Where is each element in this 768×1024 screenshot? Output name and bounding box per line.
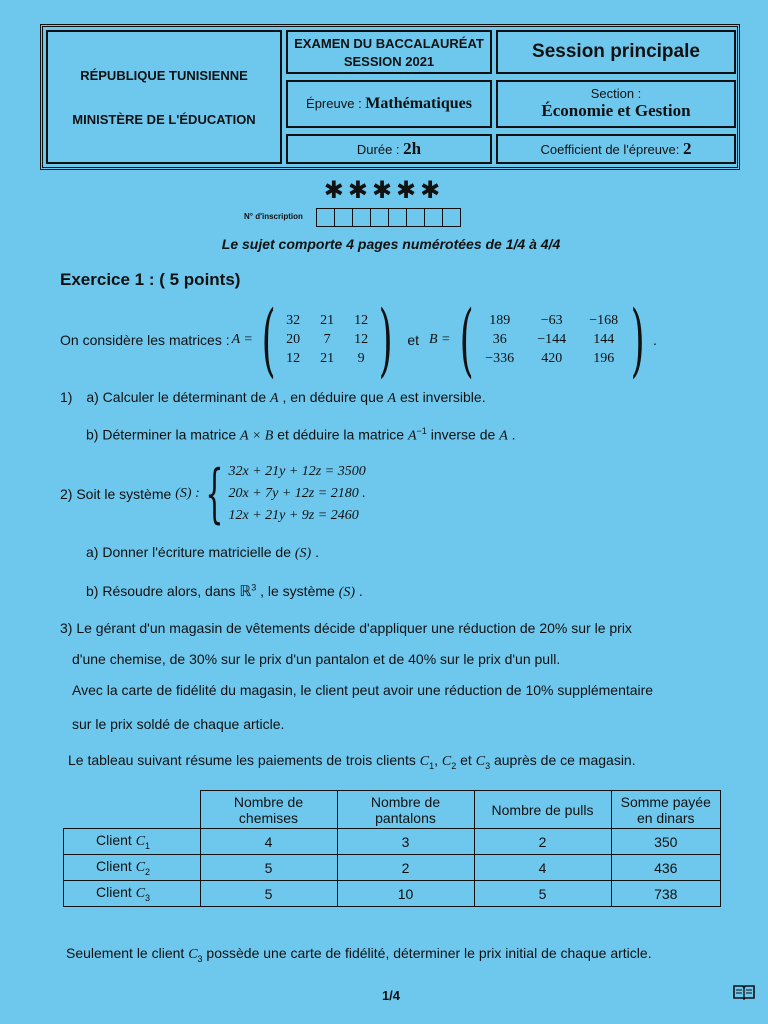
inscription-box[interactable] (353, 209, 371, 226)
matrix-entry: 7 (323, 332, 331, 347)
table-cell: 5 (474, 881, 611, 907)
table-header: Nombre de pulls (474, 791, 611, 829)
row-label (64, 881, 201, 907)
q1a-text: , en déduire que (278, 389, 388, 405)
session-cell: Session principale (496, 30, 736, 74)
matrix-b-label: B = (429, 332, 451, 347)
table-row (64, 829, 721, 855)
left-paren-icon: ( (261, 293, 276, 386)
matrix-a-grid (284, 313, 370, 367)
matrix-entry: −336 (485, 351, 515, 366)
dimension-exponent: 3 (251, 582, 257, 593)
system-s-label: (S) : (175, 486, 200, 501)
table-cell: 5 (200, 881, 337, 907)
matrices-end: . (652, 332, 657, 348)
system-equations (228, 461, 365, 527)
q1a-text: a) Calculer le déterminant de (86, 389, 270, 405)
q3-text: auprès de ce magasin. (490, 752, 636, 768)
matrices-et: et (407, 332, 419, 348)
table-cell: 3 (337, 829, 474, 855)
q2a-text: . (311, 544, 319, 560)
session-year: SESSION 2021 (343, 54, 435, 69)
q2b-text: , le système (256, 583, 339, 599)
matrix-a-label: A = (231, 332, 253, 347)
final-text: Seulement le client (66, 945, 189, 961)
equation-3: 12x + 21y + 9z = 2460 (228, 508, 359, 523)
client-symbol: C (441, 754, 452, 769)
client-index: 1 (145, 840, 151, 851)
table-cell: 5 (200, 855, 337, 881)
matrices-intro: On considère les matrices : (60, 332, 230, 348)
table-cell: 10 (337, 881, 474, 907)
right-paren-icon: ) (630, 293, 645, 386)
table-cell: 2 (474, 829, 611, 855)
question-2-system (60, 457, 366, 531)
q2b-text: b) Résoudre alors, dans (86, 583, 240, 599)
coefficient-value: 2 (682, 139, 692, 158)
matrix-entry: −168 (589, 313, 619, 328)
q3-text: Le tableau suivant résume les paiements de trois clients (68, 752, 420, 768)
matrix-entry: 189 (489, 313, 511, 328)
duree-value: 2h (403, 139, 422, 158)
q1b-text: et déduire la matrice (273, 426, 408, 443)
matrix-b-grid (482, 313, 622, 367)
epreuve-cell (286, 80, 492, 128)
table-cell: 2 (337, 855, 474, 881)
matrix-entry: 12 (354, 313, 369, 328)
question-number: 1) (60, 389, 73, 405)
inverse-exponent: −1 (416, 426, 427, 436)
page-number: 1/4 (381, 988, 401, 1003)
q1b-text: inverse de (426, 426, 500, 443)
left-brace-icon: { (204, 457, 224, 531)
separator-stars: ✱✱✱✱✱ (323, 177, 445, 204)
matrix-entry: 196 (593, 351, 615, 366)
system-s-ref: (S) (294, 546, 312, 561)
client-symbol: C (135, 834, 146, 850)
q1a-text: est inversible. (396, 389, 486, 405)
section-value: Économie et Gestion (541, 101, 691, 120)
header-left-box (46, 30, 282, 164)
client-index: 3 (145, 892, 151, 903)
table-header-row (64, 791, 721, 829)
table-row (64, 855, 721, 881)
inscription-box[interactable] (443, 209, 460, 226)
q3-text: , (434, 752, 442, 768)
client-index: 3 (197, 953, 203, 964)
matrix-entry: 21 (320, 313, 335, 328)
table-header: Nombre de pantalons (337, 791, 474, 829)
var-a: A (499, 428, 508, 444)
inscription-box[interactable] (317, 209, 335, 226)
client-symbol: C (135, 886, 146, 902)
right-paren-icon: ) (378, 293, 393, 386)
client-label: Client (96, 858, 136, 875)
client-index: 3 (485, 760, 491, 771)
coefficient-cell (496, 134, 736, 164)
payments-table (63, 790, 721, 907)
matrix-entry: 21 (320, 351, 335, 366)
question-2b (86, 582, 363, 601)
table-cell: 738 (611, 881, 721, 907)
table-body (64, 829, 721, 907)
q2-dot: . (358, 486, 366, 501)
epreuve-value: Mathématiques (365, 95, 472, 112)
exercise-title: Exercice 1 : ( 5 points) (60, 270, 241, 289)
section-cell (496, 80, 736, 128)
system-s-ref: (S) (338, 585, 356, 600)
q2-text: 2) Soit le système (60, 486, 172, 502)
table-corner-cell (64, 791, 201, 829)
equation-2: 20x + 7y + 12z = 2180 (228, 486, 359, 501)
section-label: Section : (590, 86, 642, 101)
final-text: possède une carte de fidélité, déterminer le prix initial de chaque article. (202, 945, 652, 961)
matrix-entry: 12 (286, 351, 301, 366)
examen-title: EXAMEN DU BACCALAURÉAT (294, 36, 484, 51)
q3-text: et (456, 752, 476, 768)
inscription-box[interactable] (335, 209, 353, 226)
client-label: Client (96, 832, 136, 849)
ministere-label: MINISTÈRE DE L'ÉDUCATION (72, 112, 256, 127)
table-header: Somme payée en dinars (611, 791, 721, 829)
var-a: A (407, 428, 417, 444)
question-2a (86, 544, 319, 562)
question-3-line1: 3) Le gérant d'un magasin de vêtements décide d'appliquer une réduction de 20% sur le prix (60, 620, 632, 636)
question-1a (60, 389, 486, 407)
row-label (64, 829, 201, 855)
client-index: 2 (451, 760, 457, 771)
client-label: Client (96, 884, 136, 901)
matrix-entry: 36 (492, 332, 507, 347)
final-question (66, 945, 652, 964)
table-cell: 350 (611, 829, 721, 855)
question-3-line4: sur le prix soldé de chaque article. (72, 716, 285, 732)
table-cell: 4 (474, 855, 611, 881)
matrix-b (451, 293, 653, 386)
client-symbol: C (475, 754, 486, 769)
open-book-icon (733, 984, 755, 1000)
client-symbol: C (188, 947, 198, 962)
matrix-entry: 20 (286, 332, 301, 347)
matrix-entry: 32 (286, 313, 301, 328)
table-cell: 4 (200, 829, 337, 855)
duree-label: Durée : (356, 142, 404, 157)
table-header: Nombre de chemises (200, 791, 337, 829)
var-axb: A × B (240, 428, 274, 444)
matrix-entry: 9 (357, 351, 365, 366)
republique-label: RÉPUBLIQUE TUNISIENNE (80, 68, 248, 83)
inscription-box[interactable] (371, 209, 389, 226)
q1b-text: . (507, 426, 516, 443)
matrix-entry: −144 (537, 332, 567, 347)
q1b-text: b) Déterminer la matrice (86, 426, 241, 443)
inscription-box[interactable] (425, 209, 443, 226)
inscription-label: N° d'inscription (244, 212, 303, 221)
client-index: 2 (145, 866, 151, 877)
inscription-box[interactable] (407, 209, 425, 226)
client-index: 1 (429, 760, 435, 771)
matrix-a (253, 293, 401, 386)
question-1b (86, 426, 516, 445)
epreuve-label: Épreuve : (306, 96, 366, 111)
matrices-statement (60, 293, 657, 386)
table-cell: 436 (611, 855, 721, 881)
inscription-boxes[interactable] (316, 208, 461, 227)
question-3-line3: Avec la carte de fidélité du magasin, le client peut avoir une réduction de 10% supplémentaire (72, 682, 654, 698)
inscription-box[interactable] (389, 209, 407, 226)
table-row (64, 881, 721, 907)
equation-1: 32x + 21y + 12z = 3500 (228, 464, 366, 479)
coefficient-label: Coefficient de l'épreuve: (540, 142, 683, 157)
client-symbol: C (419, 754, 430, 769)
question-3-line5 (68, 752, 636, 771)
var-a: A (270, 391, 279, 406)
matrix-entry: 144 (593, 332, 615, 347)
pages-note: Le sujet comporte 4 pages numérotées de 1/4 à 4/4 (221, 236, 561, 252)
var-a: A (387, 391, 397, 406)
matrix-entry: 420 (541, 351, 563, 366)
matrix-entry: 12 (354, 332, 369, 347)
row-label (64, 855, 201, 881)
client-symbol: C (135, 860, 146, 876)
duree-cell (286, 134, 492, 164)
examen-cell (286, 30, 492, 74)
real-set-symbol: ℝ (239, 584, 252, 600)
question-3-line2: d'une chemise, de 30% sur le prix d'un pantalon et de 40% sur le prix d'un pull. (72, 651, 561, 667)
q2a-text: a) Donner l'écriture matricielle de (86, 544, 295, 560)
q2b-text: . (355, 583, 363, 599)
matrix-entry: −63 (540, 313, 563, 328)
left-paren-icon: ( (459, 293, 474, 386)
